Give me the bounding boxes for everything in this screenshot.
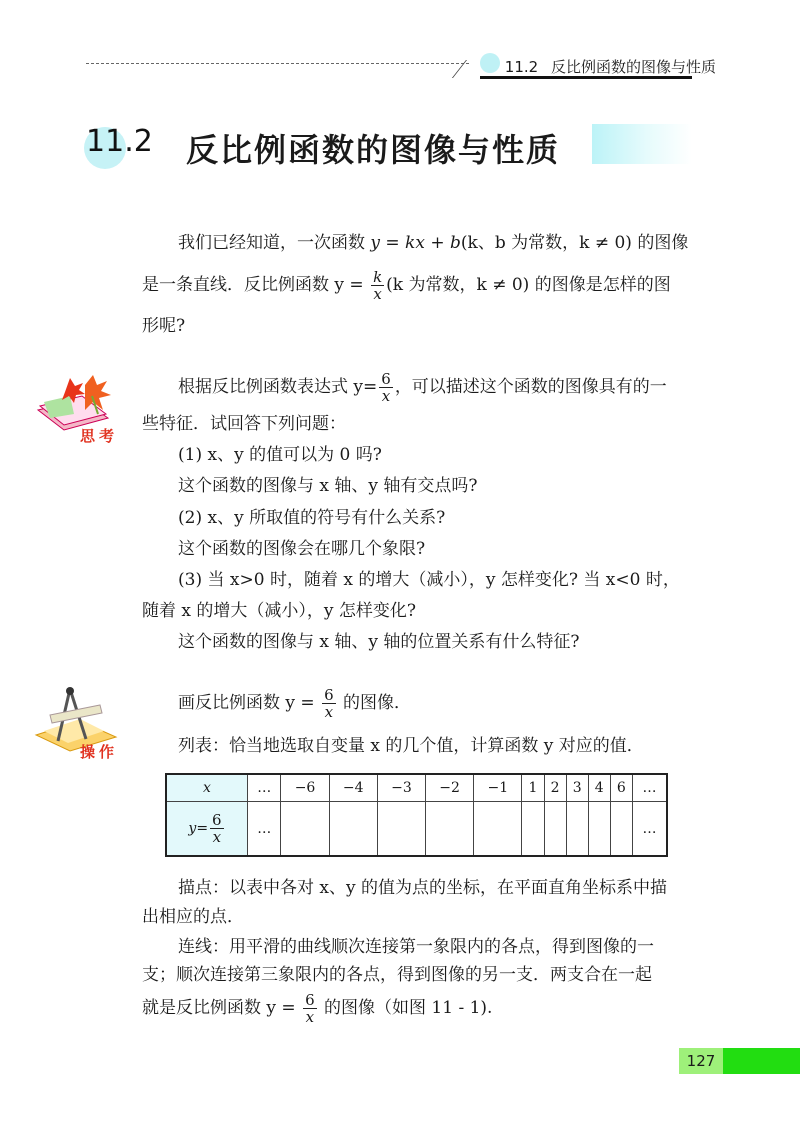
section-number-minor: .2 xyxy=(124,124,153,159)
running-header xyxy=(480,52,716,79)
think-q2b: 这个函数的图像会在哪几个象限? xyxy=(178,539,426,559)
title-gradient-bar xyxy=(592,124,692,164)
section-number xyxy=(86,124,153,159)
header-dashed-rule xyxy=(86,63,469,64)
page-number: 127 xyxy=(679,1048,723,1074)
plot-points-line-1: 描点：以表中各对 x、y 的值为点的坐标，在平面直角坐标系中描 xyxy=(178,878,667,898)
table-cell-empty xyxy=(474,802,522,856)
think-label: 思考 xyxy=(80,427,119,445)
table-cell: −1 xyxy=(474,774,522,802)
table-cell: −2 xyxy=(426,774,474,802)
table-cell-empty xyxy=(610,802,632,856)
table-cell-empty xyxy=(566,802,588,856)
table-cell: 3 xyxy=(566,774,588,802)
table-cell-empty xyxy=(522,802,544,856)
fraction-6-over-x: $\frac{6}{x}$ xyxy=(324,686,334,721)
table-cell-empty xyxy=(377,802,425,856)
think-line-1: 根据反比例函数表达式 y= $\frac{6}{x}$ ，可以描述这个函数的图像具有的一 xyxy=(178,370,667,405)
table-cell: 2 xyxy=(544,774,566,802)
think-q3b: 随着 x 的增大（减小），y 怎样变化? xyxy=(142,601,417,621)
table-cell-empty xyxy=(426,802,474,856)
operate-label: 操作 xyxy=(80,743,119,761)
think-q3: (3) 当 x>0 时，随着 x 的增大（减小），y 怎样变化? 当 x<0 时， xyxy=(178,570,680,590)
fraction-6-over-x: $\frac{6}{x}$ xyxy=(381,370,391,405)
think-q2: (2) x、y 所取值的符号有什么关系? xyxy=(178,508,446,528)
plot-points-line-2: 出相应的点． xyxy=(142,907,244,927)
fraction-k-over-x: $\frac{k}{x}$ xyxy=(373,268,383,303)
table-cell: 1 xyxy=(522,774,544,802)
operate-line-1: 画反比例函数 y = $\frac{6}{x}$ 的图像． xyxy=(178,686,412,721)
connect-line-1: 连线：用平滑的曲线顺次连接第一象限内的各点，得到图像的一 xyxy=(178,937,654,957)
table-cell: … xyxy=(632,774,667,802)
table-header-x: x xyxy=(166,774,248,802)
intro-line-2: 是一条直线．反比例函数 y = $\frac{k}{x}$ (k 为常数，k ≠ 0) 的图像是怎样的图 xyxy=(142,268,671,303)
table-row-x xyxy=(166,774,667,802)
table-cell-empty xyxy=(281,802,329,856)
intro-line-3: 形呢? xyxy=(142,316,186,336)
table-cell-empty xyxy=(329,802,377,856)
value-table xyxy=(165,773,668,857)
table-row-y xyxy=(166,802,667,856)
table-cell: … xyxy=(248,774,281,802)
connect-line-2: 支；顺次连接第三象限内的各点，得到图像的另一支．两支合在一起 xyxy=(142,965,652,985)
header-circle-decoration xyxy=(480,53,500,73)
think-line-2: 些特征．试回答下列问题： xyxy=(142,414,346,434)
intro-line-1: 我们已经知道，一次函数 y = kx + b(k、b 为常数，k ≠ 0) 的图像 xyxy=(178,233,689,253)
section-number-major: 11 xyxy=(86,124,125,159)
table-cell: −3 xyxy=(377,774,425,802)
page-number-bar xyxy=(723,1048,800,1074)
header-section-num: 11.2 xyxy=(504,58,539,76)
header-title: 反比例函数的图像与性质 xyxy=(550,58,716,76)
table-cell-empty xyxy=(544,802,566,856)
table-cell: 6 xyxy=(610,774,632,802)
table-cell: … xyxy=(632,802,667,856)
table-cell: −4 xyxy=(329,774,377,802)
table-cell: −6 xyxy=(281,774,329,802)
table-header-y: y= $\frac{6}{x}$ xyxy=(166,802,248,856)
connect-line-3: 就是反比例函数 y = $\frac{6}{x}$ 的图像（如图 11 - 1). xyxy=(142,991,493,1026)
think-q3c: 这个函数的图像与 x 轴、y 轴的位置关系有什么特征? xyxy=(178,632,580,652)
table-cell: … xyxy=(248,802,281,856)
operate-line-2: 列表：恰当地选取自变量 x 的几个值，计算函数 y 对应的值． xyxy=(178,736,644,756)
fraction-6-over-x: $\frac{6}{x}$ xyxy=(305,991,315,1026)
table-cell: 4 xyxy=(588,774,610,802)
section-title: 反比例函数的图像与性质 xyxy=(186,131,561,169)
table-cell-empty xyxy=(588,802,610,856)
think-q1b: 这个函数的图像与 x 轴、y 轴有交点吗? xyxy=(178,476,478,496)
think-q1: (1) x、y 的值可以为 0 吗? xyxy=(178,445,382,465)
